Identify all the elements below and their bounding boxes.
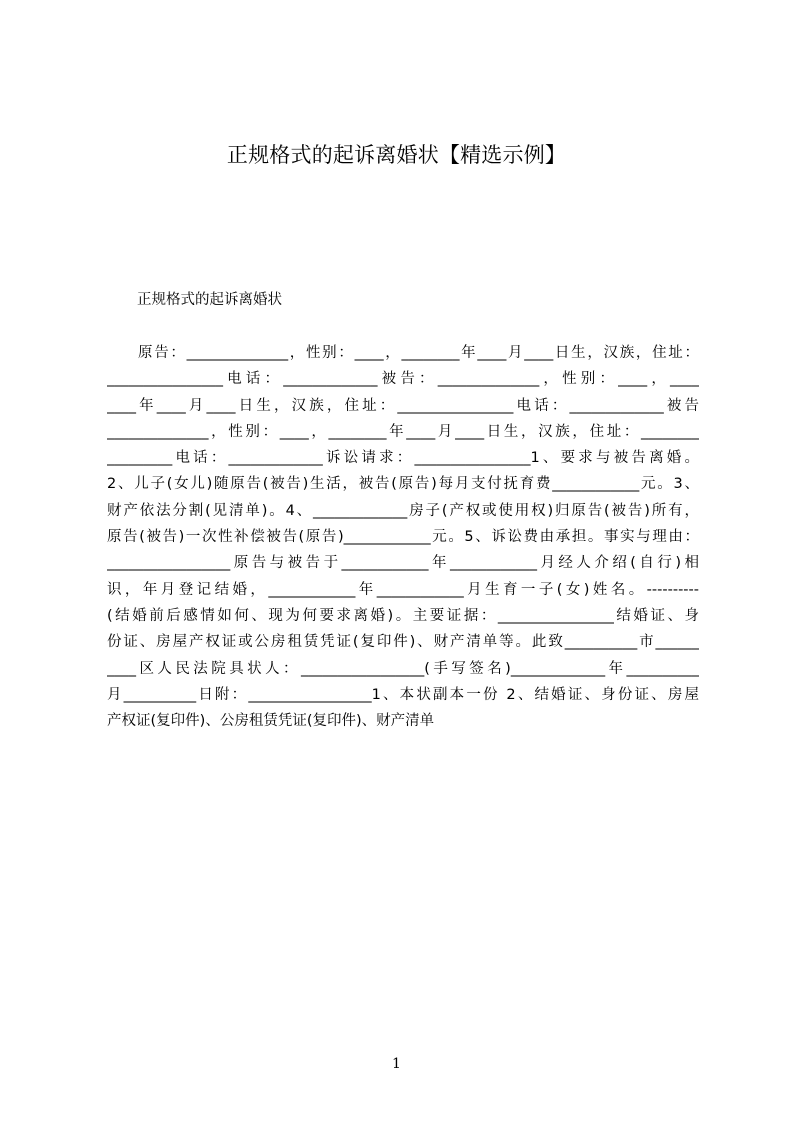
body-line: 财产依法分割(见清单)。4、_____________房子(产权或使用权)归原告(被告)所有， xyxy=(107,502,699,519)
body-line: 月__________日附：_________________1、本状副本一份 2、结婚证、身份证、房屋 xyxy=(107,686,699,703)
body-line: (结婚前后感情如何、现为何要求离婚)。主要证据：________________结婚证、身 xyxy=(107,607,699,624)
body-line: _________________原告与被告于____________年____________月经人介绍(自行)相 xyxy=(107,555,699,572)
body-line: ____年____月____日生，汉族，住址：________________电话：_____________被告 xyxy=(107,397,699,414)
body-line: 识，年月登记结婚，____________年____________月生育一子(女)姓名。---------- xyxy=(107,581,699,598)
document-title: 正规格式的起诉离婚状【精选示例】 xyxy=(226,143,567,167)
body-line: 原告(被告)一次性补偿被告(原告)____________元。5、诉讼费由承担。事实与理由： xyxy=(107,529,699,546)
body-line: ______________，性别：____，________年____月____日生，汉族，住址：________ xyxy=(107,423,699,440)
body-line: 2、儿子(女儿)随原告(被告)生活，被告(原告)每月支付抚育费____________元。3、 xyxy=(107,476,699,493)
body-line: 产权证(复印件)、公房租赁凭证(复印件)、财产清单 xyxy=(107,713,435,730)
body-line: 原告：______________，性别：____，________年____月____日生，汉族，住址： xyxy=(138,345,699,361)
body-line: 份证、房屋产权证或公房租赁凭证(复印件)、财产清单等。此致__________市______ xyxy=(107,634,699,651)
document-body xyxy=(107,340,699,734)
body-line: _________电话：_____________诉讼请求：________________1、要求与被告离婚。 xyxy=(107,450,699,467)
page-number: 1 xyxy=(392,1056,401,1072)
body-line: ____区人民法院具状人：_________________(手写签名)_____________年__________ xyxy=(107,660,699,677)
body-line: ________________电话：_____________被告：______________，性别：____，____ xyxy=(107,371,699,388)
document-subtitle: 正规格式的起诉离婚状 xyxy=(137,292,282,308)
